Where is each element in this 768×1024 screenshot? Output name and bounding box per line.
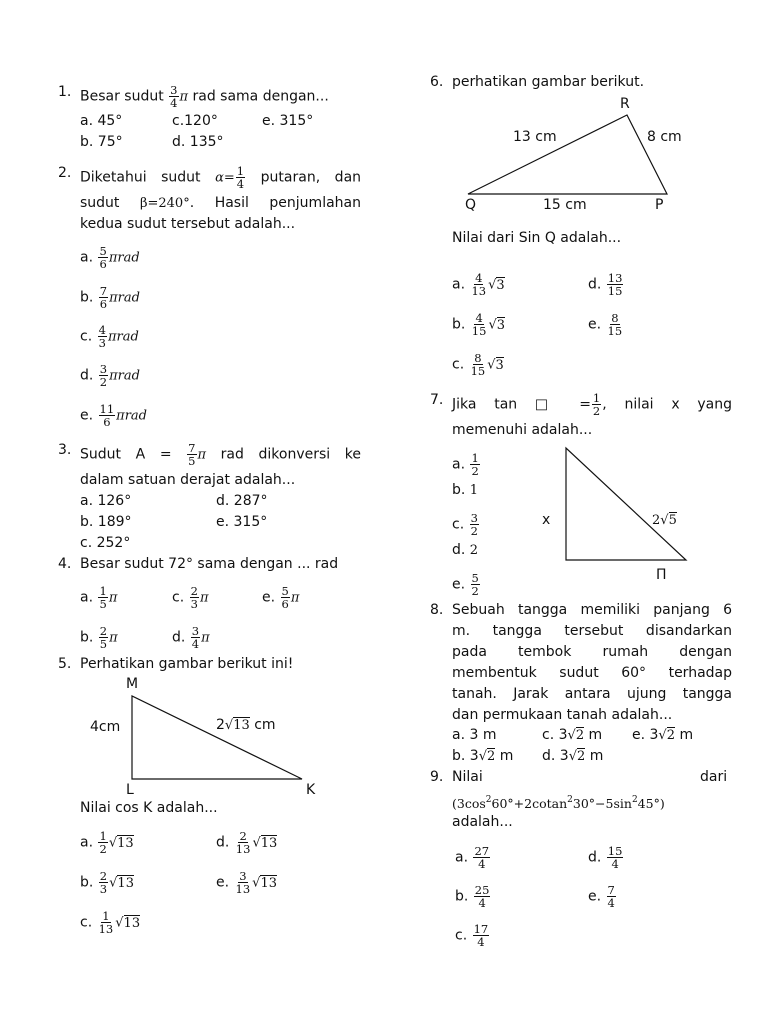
q7-line-1: Jika tan □ = $\frac{1}{2}$ , nilai x yang	[452, 391, 732, 418]
q6-vertex-r: R	[620, 96, 630, 112]
missing-glyph-icon: □	[534, 396, 562, 413]
q5-option-d[interactable]: d. $\frac{2}{13}$ √13	[216, 829, 278, 856]
q2-line-3: kedua sudut tersebut adalah...	[80, 216, 296, 232]
q2-option-c[interactable]: c. $\frac{4}{3}$ πrad	[80, 323, 139, 350]
q3-line-1: Sudut A = $\frac{7}{5}$ π rad dikonversi ke	[80, 441, 362, 468]
q1-number: 1.	[58, 84, 72, 100]
q9-word-dari: dari	[700, 769, 728, 785]
q7-hypotenuse-label: 2√5	[652, 513, 677, 528]
q6-option-a[interactable]: a. $\frac{4}{13}$ √3	[452, 271, 505, 298]
q7-line-2: memenuhi adalah...	[452, 422, 593, 438]
q6-triangle-figure	[455, 90, 705, 215]
q8-option-b[interactable]: b. 3√2 m	[452, 748, 514, 764]
q8-option-c[interactable]: c. 3√2 m	[542, 727, 603, 743]
q2-option-b[interactable]: b. $\frac{7}{6}$ πrad	[80, 284, 140, 311]
q7-option-e[interactable]: e. $\frac{5}{2}$	[452, 571, 479, 598]
q7-option-a[interactable]: a. $\frac{1}{2}$	[452, 451, 479, 478]
q5-triangle-figure	[80, 670, 330, 800]
q5-option-c[interactable]: c. $\frac{1}{13}$ √13	[80, 909, 141, 936]
q7-number: 7.	[430, 392, 444, 408]
q1-option-b[interactable]: b. 75°	[80, 134, 123, 150]
q8-line-3: pada tembok rumah dengan	[452, 644, 732, 660]
q3-option-a[interactable]: a. 126°	[80, 493, 132, 509]
q3-line-2: dalam satuan derajat adalah...	[80, 472, 296, 488]
q5-option-b[interactable]: b. $\frac{2}{3}$ √13	[80, 869, 134, 896]
q6-triangle	[468, 115, 667, 194]
q7-option-c[interactable]: c. $\frac{3}{2}$	[452, 511, 478, 538]
q6-number: 6.	[430, 74, 444, 90]
q3-option-d[interactable]: d. 287°	[216, 493, 268, 509]
q9-option-d[interactable]: d. $\frac{15}{4}$	[588, 844, 623, 871]
q6-option-e[interactable]: e. $\frac{8}{15}$	[588, 311, 623, 338]
q1-option-a[interactable]: a. 45°	[80, 113, 123, 129]
q6-option-d[interactable]: d. $\frac{13}{15}$	[588, 271, 623, 298]
q3-number: 3.	[58, 442, 72, 458]
q2-line-1: Diketahui sudut α= $\frac{1}{4}$ putaran, dan	[80, 164, 362, 191]
q5-question: Nilai cos K adalah...	[80, 800, 218, 816]
q3-option-c[interactable]: c. 252°	[80, 535, 131, 551]
q2-option-a[interactable]: a. $\frac{5}{6}$ πrad	[80, 244, 140, 271]
q7-option-b[interactable]: b. 1	[452, 482, 479, 498]
q9-option-a[interactable]: a. $\frac{27}{4}$	[455, 844, 490, 871]
q6-text: perhatikan gambar berikut.	[452, 74, 645, 90]
q5-number: 5.	[58, 656, 72, 672]
q5-vertex-k: K	[306, 782, 316, 798]
q9-option-c[interactable]: c. $\frac{17}{4}$	[455, 922, 489, 949]
q1-fraction: $\frac{3}{4}$	[170, 83, 178, 110]
q9-option-e[interactable]: e. $\frac{7}{4}$	[588, 883, 615, 910]
q9-expression: $(3\cos^260^\circ+2cotan^230^\circ-5\sin^245^\circ)$	[452, 795, 665, 811]
q8-line-5: tanah. Jarak antara ujung tangga	[452, 686, 732, 702]
q3-option-b[interactable]: b. 189°	[80, 514, 132, 530]
q6-option-b[interactable]: b. $\frac{4}{15}$ √3	[452, 311, 506, 338]
q2-line-2: sudut β=240°. Hasil penjumlahan	[80, 195, 361, 211]
q6-vertex-q: Q	[465, 197, 477, 213]
q4-text: Besar sudut 72° sama dengan ... rad	[80, 556, 339, 572]
q3-option-e[interactable]: e. 315°	[216, 514, 268, 530]
q8-line-4: membentuk sudut 60° terhadap	[452, 665, 732, 681]
q4-option-d[interactable]: d. $\frac{3}{4}$ π	[172, 624, 210, 651]
q5-hypotenuse-label: 2√13 cm	[216, 717, 276, 733]
q6-question: Nilai dari Sin Q adalah...	[452, 230, 622, 246]
q8-number: 8.	[430, 602, 444, 618]
q8-line-1: Sebuah tangga memiliki panjang 6	[452, 602, 732, 618]
q4-option-c[interactable]: c. $\frac{2}{3}$ π	[172, 584, 209, 611]
q2-option-e[interactable]: e. $\frac{11}{6}$ πrad	[80, 402, 148, 429]
q7-side-x: x	[542, 512, 551, 528]
q5-side-ml: 4cm	[90, 719, 121, 735]
q4-option-e[interactable]: e. $\frac{5}{6}$ π	[262, 584, 300, 611]
q4-option-a[interactable]: a. $\frac{1}{5}$ π	[80, 584, 118, 611]
q9-word-nilai: Nilai	[452, 769, 483, 785]
q6-side-qr: 13 cm	[513, 129, 557, 145]
q8-option-e[interactable]: e. 3√2 m	[632, 727, 694, 743]
q5-option-e[interactable]: e. $\frac{3}{13}$ √13	[216, 869, 278, 896]
q8-line-6: dan permukaan tanah adalah...	[452, 707, 673, 723]
q7-triangle	[566, 448, 686, 560]
q5-vertex-l: L	[126, 782, 134, 798]
q8-option-d[interactable]: d. 3√2 m	[542, 748, 604, 764]
q6-side-rp: 8 cm	[647, 129, 682, 145]
q9-option-b[interactable]: b. $\frac{25}{4}$	[455, 883, 490, 910]
q5-vertex-m: M	[126, 676, 139, 692]
q1-option-e[interactable]: e. 315°	[262, 113, 314, 129]
q8-line-2: m. tangga tersebut disandarkan	[452, 623, 732, 639]
q6-vertex-p: P	[655, 197, 664, 213]
q6-option-c[interactable]: c. $\frac{8}{15}$ √3	[452, 351, 504, 378]
q5-text: Perhatikan gambar berikut ini!	[80, 656, 294, 672]
q4-number: 4.	[58, 556, 72, 572]
q5-triangle	[132, 696, 302, 779]
q2-number: 2.	[58, 165, 72, 181]
q7-angle-label: Π	[656, 567, 667, 583]
q1-option-c[interactable]: c.120°	[172, 113, 218, 129]
q1-text: Besar sudut $\frac{3}{4}$ π rad sama dengan...	[80, 83, 329, 110]
q6-side-qp: 15 cm	[543, 197, 587, 213]
q1-option-d[interactable]: d. 135°	[172, 134, 224, 150]
q2-option-d[interactable]: d. $\frac{3}{2}$ πrad	[80, 362, 140, 389]
q4-option-b[interactable]: b. $\frac{2}{5}$ π	[80, 624, 118, 651]
q8-option-a[interactable]: a. 3 m	[452, 727, 497, 743]
q9-line-3: adalah...	[452, 814, 513, 830]
q7-option-d[interactable]: d. 2	[452, 542, 479, 558]
q5-option-a[interactable]: a. $\frac{1}{2}$ √13	[80, 829, 134, 856]
q9-number: 9.	[430, 769, 444, 785]
